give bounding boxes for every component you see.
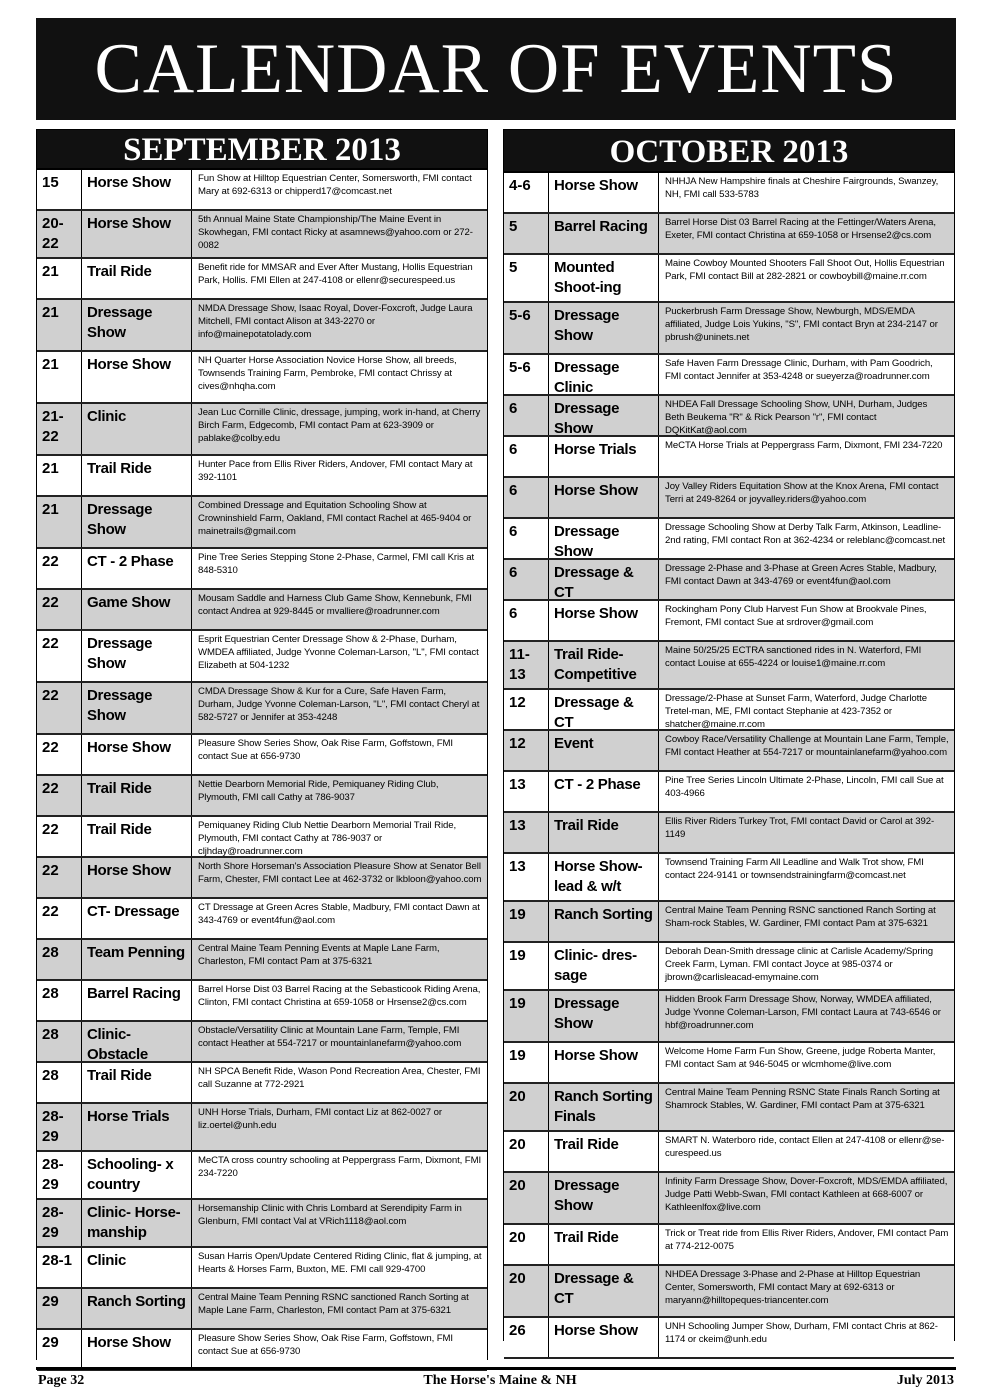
event-row — [37, 1330, 487, 1371]
event-description: NHHJA New Hampshire finals at Cheshire Fairgrounds, Swanzey, NH, FMI call 533-5783 — [665, 176, 939, 200]
event-date: 6 — [504, 560, 549, 599]
event-type: CT - 2 Phase — [82, 549, 192, 588]
event-description: Jean Luc Cornille Clinic, dressage, jumping, work in-hand, at Cherry Birch Farm, Edgecomb, FMI contact Pam at 623-3909 or pablake@colby.edu — [198, 407, 481, 444]
event-row — [37, 1200, 487, 1248]
event-type: Horse Show — [549, 1318, 659, 1357]
event-description: Pine Tree Series Stepping Stone 2-Phase, Carmel, FMI call Kris at 848-5310 — [198, 552, 475, 576]
event-description: Nettie Dearborn Memorial Ride, Pemiquaney Riding Club, Plymouth, FMI call Cathy at 786-9037 — [198, 779, 439, 803]
event-row — [37, 1248, 487, 1289]
event-description: Puckerbrush Farm Dressage Show, Newburgh, MDS/EMDA affiliated, Judge Lois Yukins, "S", FMI contact Bryn at 234-2147 or pbrush@uninets.net — [665, 306, 938, 343]
event-type: Team Penning — [82, 940, 192, 979]
event-row — [504, 772, 954, 813]
event-date: 13 — [504, 854, 549, 900]
event-row — [504, 642, 954, 690]
event-row — [504, 1043, 954, 1084]
event-type: Clinic- Obstacle — [82, 1022, 192, 1061]
event-type: Trail Ride- Competitive — [549, 642, 659, 688]
event-description: NH Quarter Horse Association Novice Horse Show, all breeds, Townsends Training Farm, Pembroke, FMI contact Chrissy at cives@nhqha.com — [198, 355, 457, 392]
event-date: 6 — [504, 519, 549, 558]
event-row — [504, 1173, 954, 1225]
event-description: Obstacle/Versatility Clinic at Mountain Lane Farm, Temple, FMI contact Heather at 554-7217 or mountainlanefarm@yahoo.com — [198, 1025, 462, 1049]
event-date: 28-29 — [37, 1152, 82, 1198]
event-description: Infinity Farm Dressage Show, Dover-Foxcroft, MDS/EMDA affiliated, Judge Patti Webb-Swan, FMI contact Kathleen at 668-6007 or Kathleenlfox@live.com — [665, 1176, 948, 1213]
event-date: 29 — [37, 1289, 82, 1328]
event-row — [504, 690, 954, 731]
event-type: Clinic — [82, 1248, 192, 1287]
event-type: Dressage & CT — [549, 1266, 659, 1316]
event-row — [37, 211, 487, 259]
page-number: Page 32 — [38, 1373, 85, 1388]
event-type: Trail Ride — [82, 456, 192, 495]
event-description: MeCTA cross country schooling at Peppergrass Farm, Dixmont, FMI 234-7220 — [198, 1155, 482, 1179]
event-date: 22 — [37, 817, 82, 856]
event-date: 28-29 — [37, 1200, 82, 1246]
event-description: Combined Dressage and Equitation Schooling Show at Crowninshield Farm, Oakland, FMI contact Rachel at 465-9404 or mainetrails@gmail.com — [198, 500, 472, 537]
event-row — [504, 1132, 954, 1173]
event-row — [504, 943, 954, 991]
event-description: NMDA Dressage Show, Isaac Royal, Dover-Foxcroft, Judge Laura Mitchell, FMI contact Alison at 343-2270 or info@mainepotatolady.com — [198, 303, 473, 340]
event-type: Ranch Sorting Finals — [549, 1084, 659, 1130]
event-row — [504, 1266, 954, 1318]
event-type: Barrel Racing — [549, 214, 659, 253]
event-description: 5th Annual Maine State Championship/The Maine Event in Skowhegan, FMI contact Ricky at asamnews@yahoo.com or 272-0082 — [198, 214, 473, 251]
event-type: Horse Show — [549, 478, 659, 517]
event-description: NHDEA Dressage 3-Phase and 2-Phase at Hilltop Equestrian Center, Somersworth, FMI contact Mary at 692-6313 or maryann@hilltopeques-triancenter.com — [665, 1269, 921, 1306]
event-date: 22 — [37, 590, 82, 629]
event-type: Dressage & CT — [549, 690, 659, 729]
event-date: 12 — [504, 731, 549, 770]
event-description: Rockingham Pony Club Harvest Fun Show at Brookvale Pines, Fremont, FMI contact Sue at srdrover@gmail.com — [665, 604, 927, 628]
event-description: Safe Haven Farm Dressage Clinic, Durham, with Pam Goodrich, FMI contact Jennifer at 353-4248 or sueyerza@roadrunner.com — [665, 358, 933, 382]
event-description: Hidden Brook Farm Dressage Show, Norway, WMDEA affiliated, Judge Yvonne Coleman-Larson, FMI contact Laura at 743-6546 or hbf@roadrunner.com — [665, 994, 941, 1031]
event-date: 21 — [37, 259, 82, 298]
event-row — [504, 255, 954, 303]
month-heading: SEPTEMBER 2013 — [37, 130, 487, 170]
event-date: 4-6 — [504, 173, 549, 212]
event-row — [504, 1318, 954, 1359]
event-date: 22 — [37, 899, 82, 938]
event-description: SMART N. Waterboro ride, contact Ellen at 247-4108 or ellenr@se-curespeed.us — [665, 1135, 945, 1159]
event-date: 20 — [504, 1173, 549, 1223]
event-date: 5 — [504, 214, 549, 253]
footer-rule — [36, 1367, 956, 1370]
event-description: Benefit ride for MMSAR and Ever After Mustang, Hollis Equestrian Park, Hollis. FMI Ellen at 247-4108 or ellenr@securespeed.us — [198, 262, 473, 286]
event-type: Horse Show — [549, 1043, 659, 1082]
event-date: 6 — [504, 601, 549, 640]
event-row — [37, 899, 487, 940]
event-description: Welcome Home Farm Fun Show, Greene, judge Roberta Manter, FMI contact Sam at 946-5045 or wlcmhome@live.com — [665, 1046, 936, 1070]
event-row — [504, 519, 954, 560]
event-description: CMDA Dressage Show & Kur for a Cure, Safe Haven Farm, Durham, Judge Yvonne Coleman-Larson, "L", FMI contact Cheryl at 582-5727 or Jennifer at 353-4248 — [198, 686, 480, 723]
event-row — [37, 170, 487, 211]
event-description: Horsemanship Clinic with Chris Lombard at Serendipity Farm in Glenburn, FMI contact Val at VRich1118@aol.com — [198, 1203, 462, 1227]
event-type: Horse Trials — [549, 437, 659, 476]
event-type: Event — [549, 731, 659, 770]
event-row — [37, 1063, 487, 1104]
event-date: 20-22 — [37, 211, 82, 257]
event-type: Horse Show — [82, 170, 192, 209]
event-date: 28 — [37, 1063, 82, 1102]
event-type: Clinic — [82, 404, 192, 454]
month-heading: OCTOBER 2013 — [504, 130, 954, 173]
event-date: 5 — [504, 255, 549, 301]
event-description: Joy Valley Riders Equitation Show at the Knox Arena, FMI contact Terri at 249-8264 or joyvalley.riders@yahoo.com — [665, 481, 939, 505]
event-row — [37, 1289, 487, 1330]
event-description: CT Dressage at Green Acres Stable, Madbury, FMI contact Dawn at 343-4769 or event4fun@aol.com — [198, 902, 480, 926]
event-row — [37, 735, 487, 776]
event-row — [37, 776, 487, 817]
event-row — [504, 355, 954, 396]
event-list — [37, 170, 487, 1371]
event-row — [37, 1152, 487, 1200]
event-list — [504, 173, 954, 1359]
publication-name: The Horse's Maine & NH — [423, 1373, 577, 1388]
event-row — [504, 991, 954, 1043]
event-type: Dressage Show — [82, 683, 192, 733]
event-type: Trail Ride — [549, 1132, 659, 1171]
event-description: UNH Horse Trials, Durham, FMI contact Liz at 862-0027 or liz.oertel@unh.edu — [198, 1107, 442, 1131]
event-date: 21 — [37, 456, 82, 495]
event-description: Maine 50/25/25 ECTRA sanctioned rides in N. Waterford, FMI contact Louise at 655-4224 or louise1@maine.rr.com — [665, 645, 922, 669]
event-row — [37, 683, 487, 735]
event-date: 22 — [37, 683, 82, 733]
event-row — [37, 590, 487, 631]
event-row — [504, 478, 954, 519]
event-description: Pemiquaney Riding Club Nettie Dearborn Memorial Trail Ride, Plymouth, FMI contact Cathy at 786-9037 or cljhday@roadrunner.com — [198, 820, 457, 857]
event-description: Central Maine Team Penning RSNC sanctioned Ranch Sorting at Maple Lane Farm, Charleston, FMI contact Pam at 375-6321 — [198, 1292, 469, 1316]
event-type: Horse Show — [549, 173, 659, 212]
event-date: 19 — [504, 991, 549, 1041]
event-row — [504, 854, 954, 902]
october-column — [503, 129, 955, 1345]
event-description: Dressage/2-Phase at Sunset Farm, Waterford, Judge Charlotte Tretel-man, ME, FMI contact Stephanie at 423-7352 or shatcher@maine.rr.com — [665, 693, 927, 730]
event-description: Ellis River Riders Turkey Trot, FMI contact David or Carol at 392-1149 — [665, 816, 935, 840]
issue-date: July 2013 — [896, 1373, 954, 1388]
event-description: Fun Show at Hilltop Equestrian Center, Somersworth, FMI contact Mary at 692-6313 or chipperd17@comcast.net — [198, 173, 472, 197]
event-row — [37, 1104, 487, 1152]
event-date: 28 — [37, 940, 82, 979]
event-type: Clinic- dres-sage — [549, 943, 659, 989]
event-row — [504, 396, 954, 437]
event-type: Dressage Clinic — [549, 355, 659, 394]
event-type: Trail Ride — [82, 817, 192, 856]
event-type: Mounted Shoot-ing — [549, 255, 659, 301]
event-date: 28 — [37, 981, 82, 1020]
event-type: Schooling- x country — [82, 1152, 192, 1198]
event-type: CT - 2 Phase — [549, 772, 659, 811]
event-row — [504, 731, 954, 772]
event-description: Mousam Saddle and Harness Club Game Show, Kennebunk, FMI contact Andrea at 929-8445 or mvalliere@roadrunner.com — [198, 593, 472, 617]
event-row — [37, 404, 487, 456]
event-type: Dressage Show — [549, 991, 659, 1041]
event-type: Horse Show- lead & w/t — [549, 854, 659, 900]
event-row — [504, 601, 954, 642]
event-date: 28-29 — [37, 1104, 82, 1150]
event-row — [37, 352, 487, 404]
event-type: Dressage Show — [549, 1173, 659, 1223]
event-date: 20 — [504, 1225, 549, 1264]
event-type: Game Show — [82, 590, 192, 629]
event-date: 19 — [504, 902, 549, 941]
event-description: Central Maine Team Penning RSNC sanctioned Ranch Sorting at Sham-rock Stables, W. Gardiner, FMI contact Pam at 375-6321 — [665, 905, 936, 929]
event-row — [37, 549, 487, 590]
event-type: Trail Ride — [82, 776, 192, 815]
event-type: Dressage Show — [549, 519, 659, 558]
event-row — [37, 456, 487, 497]
event-description: Pleasure Show Series Show, Oak Rise Farm, Goffstown, FMI contact Sue at 656-9730 — [198, 738, 453, 762]
event-date: 20 — [504, 1132, 549, 1171]
event-description: Pleasure Show Series Show, Oak Rise Farm, Goffstown, FMI contact Sue at 656-9730 — [198, 1333, 453, 1357]
event-row — [504, 214, 954, 255]
event-date: 5-6 — [504, 303, 549, 353]
event-type: Horse Show — [82, 211, 192, 257]
event-date: 22 — [37, 735, 82, 774]
event-description: Barrel Horse Dist 03 Barrel Racing at the Fettinger/Waters Arena, Exeter, FMI contact Christina at 659-1058 or Hrsense2@cs.com — [665, 217, 936, 241]
event-type: Trail Ride — [82, 1063, 192, 1102]
event-type: Horse Show — [549, 601, 659, 640]
event-date: 21 — [37, 300, 82, 350]
event-type: Dressage & CT — [549, 560, 659, 599]
event-description: Dressage Schooling Show at Derby Talk Farm, Atkinson, Leadline-2nd rating, FMI contact Ron at 362-4234 or releblanc@comcast.net — [665, 522, 946, 546]
event-description: Maine Cowboy Mounted Shooters Fall Shoot Out, Hollis Equestrian Park, FMI contact Bill at 282-2821 or cowboybill@maine.rr.com — [665, 258, 945, 282]
event-type: Ranch Sorting — [82, 1289, 192, 1328]
event-date: 21 — [37, 352, 82, 402]
event-type: Horse Show — [82, 352, 192, 402]
event-description: Trick or Treat ride from Ellis River Riders, Andover, FMI contact Pam at 774-212-0075 — [665, 1228, 949, 1252]
event-row — [37, 940, 487, 981]
event-date: 11-13 — [504, 642, 549, 688]
event-description: Hunter Pace from Ellis River Riders, Andover, FMI contact Mary at 392-1101 — [198, 459, 473, 483]
event-type: CT- Dressage — [82, 899, 192, 938]
event-date: 20 — [504, 1266, 549, 1316]
event-type: Horse Trials — [82, 1104, 192, 1150]
event-date: 15 — [37, 170, 82, 209]
event-type: Trail Ride — [549, 813, 659, 852]
event-date: 26 — [504, 1318, 549, 1357]
event-row — [37, 631, 487, 683]
event-date: 13 — [504, 772, 549, 811]
event-description: NHDEA Fall Dressage Schooling Show, UNH, Durham, Judges Beth Beukema "R" & Rick Pearson "r", FMI contact DQKitKat@aol.com — [665, 399, 928, 436]
event-type: Ranch Sorting — [549, 902, 659, 941]
event-row — [37, 300, 487, 352]
event-row — [37, 497, 487, 549]
event-type: Dressage Show — [549, 303, 659, 353]
event-date: 6 — [504, 437, 549, 476]
event-type: Trail Ride — [82, 259, 192, 298]
event-row — [37, 259, 487, 300]
event-row — [37, 858, 487, 899]
event-row — [504, 902, 954, 943]
event-type: Dressage Show — [82, 300, 192, 350]
event-description: Pine Tree Series Lincoln Ultimate 2-Phase, Lincoln, FMI call Sue at 403-4966 — [665, 775, 944, 799]
event-row — [504, 1084, 954, 1132]
event-date: 6 — [504, 478, 549, 517]
event-type: Dressage Show — [82, 631, 192, 681]
event-date: 19 — [504, 943, 549, 989]
event-row — [37, 981, 487, 1022]
event-type: Dressage Show — [82, 497, 192, 547]
event-date: 22 — [37, 776, 82, 815]
event-type: Horse Show — [82, 1330, 192, 1369]
event-date: 19 — [504, 1043, 549, 1082]
event-description: Dressage 2-Phase and 3-Phase at Green Acres Stable, Madbury, FMI contact Dawn at 343-4769 or event4fun@aol.com — [665, 563, 937, 587]
event-row — [37, 1022, 487, 1063]
event-row — [504, 437, 954, 478]
event-date: 6 — [504, 396, 549, 435]
event-row — [37, 817, 487, 858]
event-description: MeCTA Horse Trials at Peppergrass Farm, Dixmont, FMI 234-7220 — [665, 440, 943, 451]
event-date: 13 — [504, 813, 549, 852]
event-date: 12 — [504, 690, 549, 729]
event-description: Townsend Training Farm All Leadline and Walk Trot show, FMI contact 224-9141 or townsendstrainingfarm@comcast.net — [665, 857, 924, 881]
event-type: Trail Ride — [549, 1225, 659, 1264]
september-column — [36, 129, 488, 1360]
event-type: Horse Show — [82, 735, 192, 774]
event-description: Barrel Horse Dist 03 Barrel Racing at the Sebasticook Riding Arena, Clinton, FMI contact Christina at 659-1058 or Hrsense2@cs.com — [198, 984, 481, 1008]
event-date: 5-6 — [504, 355, 549, 394]
event-date: 20 — [504, 1084, 549, 1130]
event-description: Central Maine Team Penning RSNC State Finals Ranch Sorting at Shamrock Stables, W. Gardiner, FMI contact Pam at 375-6321 — [665, 1087, 940, 1111]
page-title: CALENDAR OF EVENTS — [36, 18, 956, 120]
event-date: 29 — [37, 1330, 82, 1369]
event-type: Clinic- Horse-manship — [82, 1200, 192, 1246]
event-row — [504, 1225, 954, 1266]
event-description: North Shore Horseman's Association Pleasure Show at Senator Bell Farm, Chester, FMI contact Lee at 462-3732 or lkbloon@yahoo.com — [198, 861, 482, 885]
event-description: Central Maine Team Penning Events at Maple Lane Farm, Charleston, FMI contact Pam at 375-6321 — [198, 943, 440, 967]
event-description: UNH Schooling Jumper Show, Durham, FMI contact Chris at 862-1174 or ckeim@unh.edu — [665, 1321, 938, 1345]
event-description: Deborah Dean-Smith dressage clinic at Carlisle Academy/Spring Creek Farm, Lyman. FMI contact Joyce at 985-0374 or jbrown@carlisleacad-emymaine.com — [665, 946, 933, 983]
event-row — [504, 173, 954, 214]
event-date: 22 — [37, 858, 82, 897]
event-description: Cowboy Race/Versatility Challenge at Mountain Lane Farm, Temple, FMI contact Heather at 554-7217 or mountainlanefarm@yahoo.com — [665, 734, 949, 758]
event-date: 28 — [37, 1022, 82, 1061]
event-date: 21-22 — [37, 404, 82, 454]
event-description: NH SPCA Benefit Ride, Wason Pond Recreation Area, Chester, FMI call Suzanne at 772-2921 — [198, 1066, 481, 1090]
event-description: Susan Harris Open/Update Centered Riding Clinic, flat & jumping, at Hearts & Horses Farm, Buxton, ME. FMI call 929-4700 — [198, 1251, 482, 1275]
event-type: Barrel Racing — [82, 981, 192, 1020]
event-date: 21 — [37, 497, 82, 547]
event-description: Esprit Equestrian Center Dressage Show & 2-Phase, Durham, WMDEA affiliated, Judge Yvonne Coleman-Larson, "L", FMI contact Elizabeth at 504-1232 — [198, 634, 479, 671]
event-row — [504, 303, 954, 355]
event-date: 22 — [37, 631, 82, 681]
event-date: 28-1 — [37, 1248, 82, 1287]
event-row — [504, 813, 954, 854]
event-type: Dressage Show — [549, 396, 659, 435]
event-type: Horse Show — [82, 858, 192, 897]
event-date: 22 — [37, 549, 82, 588]
event-row — [504, 560, 954, 601]
